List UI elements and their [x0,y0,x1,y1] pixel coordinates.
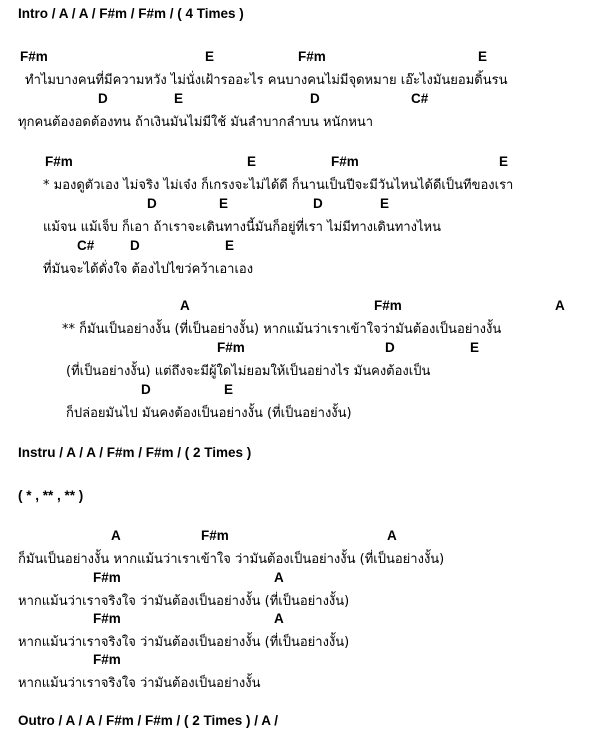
chord: F#m [45,154,73,169]
chord: A [180,298,190,313]
chord: F#m [20,49,48,64]
chord: A [274,611,284,626]
chord: D [130,238,140,253]
chord: E [219,196,229,211]
chord: F#m [93,652,121,667]
chord: E [247,154,257,169]
chord: D [313,196,323,211]
chord: A [111,528,121,543]
chord: E [225,238,235,253]
outro-line: Outro / A / A / F#m / F#m / ( 2 Times ) / A / [18,713,279,728]
chord: E [470,340,480,355]
lyric-line: ** ก็มันเป็นอย่างงั้น (ที่เป็นอย่างงั้น) หากแม้นว่าเราเข้าใจว่ามันต้องเป็นอย่างงั้น [62,322,502,337]
chord: C# [411,91,429,106]
chord: A [555,298,565,313]
intro-line: Intro / A / A / F#m / F#m / ( 4 Times ) [18,6,244,21]
chord: E [224,382,234,397]
chord: E [205,49,215,64]
chord: F#m [374,298,402,313]
chord: D [310,91,320,106]
chord: D [147,196,157,211]
chord: E [174,91,184,106]
chord: F#m [331,154,359,169]
chord: F#m [93,611,121,626]
instru-line: Instru / A / A / F#m / F#m / ( 2 Times ) [18,445,252,460]
repeat-line: ( * , ** , ** ) [18,488,84,503]
lyric-line: * มองดูตัวเอง ไม่จริง ไม่เจ๋ง ก็เกรงจะไม่ได้ดี ก็นานเป็นปีจะมีวันไหนได้ดีเป็นทีของเรา [43,178,514,193]
chord: E [380,196,390,211]
lyric-line: ทุกคนต้องอดต้องทน ถ้าเงินมันไม่มีใช้ มันลำบากลำบน หนักหนา [18,115,374,130]
lyric-line: ก็มันเป็นอย่างงั้น หากแม้นว่าเราเข้าใจ ว่ามันต้องเป็นอย่างงั้น (ที่เป็นอย่างงั้น) [18,552,445,567]
chord: A [387,528,397,543]
lyric-line: ก็ปล่อยมันไป มันคงต้องเป็นอย่างงั้น (ที่เป็นอย่างงั้น) [66,406,352,421]
lyric-line: ที่มันจะได้ดั่งใจ ต้องไปไขว่คว้าเอาเอง [43,262,254,277]
lyric-line: (ที่เป็นอย่างงั้น) แต่ถึงจะมีผู้ใดไม่ยอมให้เป็นอย่างไร มันคงต้องเป็น [66,364,431,379]
lyric-line: ทำไมบางคนที่มีความหวัง ไม่นั่งเฝ้ารออะไร คนบางคนไม่มีจุดหมาย เอ๊ะไงมันยอมดิ้นรน [25,73,508,88]
chord: F#m [217,340,245,355]
chord: E [499,154,509,169]
lyric-line: แม้จน แม้เจ็บ ก็เอา ถ้าเราจะเดินทางนี้มันก็อยู่ที่เรา ไม่มีทางเดินทางไหน [43,220,441,235]
lyric-line: หากแม้นว่าเราจริงใจ ว่ามันต้องเป็นอย่างงั้น [18,676,261,691]
chord: E [478,49,488,64]
chord: F#m [93,570,121,585]
lyric-line: หากแม้นว่าเราจริงใจ ว่ามันต้องเป็นอย่างงั้น (ที่เป็นอย่างงั้น) [18,594,350,609]
lyric-line: หากแม้นว่าเราจริงใจ ว่ามันต้องเป็นอย่างงั้น (ที่เป็นอย่างงั้น) [18,635,350,650]
chord: D [98,91,108,106]
chord: F#m [201,528,229,543]
chord: C# [77,238,95,253]
chord: D [141,382,151,397]
chord: D [385,340,395,355]
chord: A [274,570,284,585]
chord: F#m [298,49,326,64]
